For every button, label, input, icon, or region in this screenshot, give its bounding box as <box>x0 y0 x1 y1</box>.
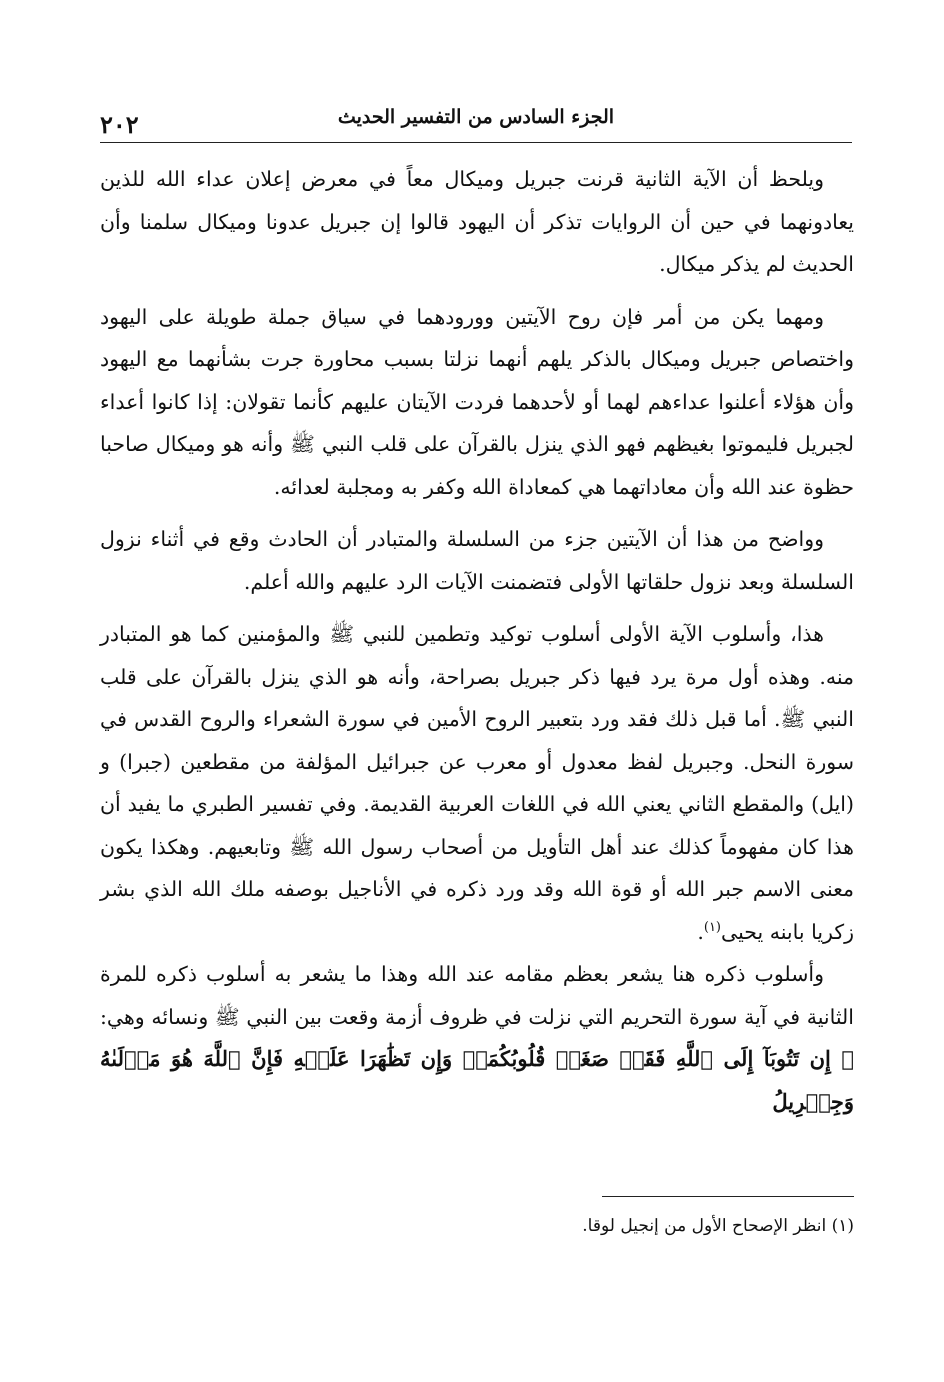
page-number: ٢٠٢ <box>100 110 139 139</box>
paragraph <box>100 953 854 1123</box>
paragraph-text: هذا، وأسلوب الآية الأولى أسلوب توكيد وتطمين للنبي ﷺ والمؤمنين كما هو المتبادر منه. وهذه أول مرة يرد فيها ذكر جبريل بصراحة، وأنه هو الذي ينزل بالقرآن على قلب النبي ﷺ. أما قبل ذلك فقد ورد بتعبير الروح الأمين في سورة الشعراء والروح القدس في سورة النحل. وجبريل لفظ معدول أو معرب عن جبرائيل المؤلفة من مقطعين (جبرا) و (ايل) والمقطع الثاني يعني الله في اللغات العربية القديمة. وفي تفسير الطبري ما يفيد أن هذا كان مفهوماً كذلك عند أهل التأويل من أصحاب رسول الله ﷺ وتابعيهم. وهكذا يكون معنى الاسم جبر الله أو قوة الله وقد ورد ذكره في الأناجيل بوصفه ملك الله الذي بشر زكريا بابنه يحيى <box>100 622 854 944</box>
quran-verse: ﴿ إِن تَتُوبَآ إِلَى ٱللَّهِ فَقَدۡ صَغَتۡ قُلُوبُكُمَاۖ وَإِن تَظَٰهَرَا عَلَيۡهِ فَإِنَّ ٱللَّهَ هُوَ مَوۡلَىٰهُ وَجِبۡرِيلُ <box>100 1046 854 1114</box>
footnote-divider <box>602 1196 854 1197</box>
running-title: الجزء السادس من التفسير الحديث <box>337 106 615 128</box>
paragraph: وواضح من هذا أن الآيتين جزء من السلسلة والمتبادر أن الحادث وقع في أثناء نزول السلسلة وبعد نزول حلقاتها الأولى فتضمنت الآيات الرد عليهم والله أعلم. <box>100 527 854 594</box>
body-text <box>100 158 854 1123</box>
paragraph: هذا، وأسلوب الآية الأولى أسلوب توكيد وتطمين للنبي ﷺ والمؤمنين كما هو المتبادر منه. وهذه أول مرة يرد فيها ذكر جبريل بصراحة، وأنه هو الذي ينزل بالقرآن على قلب النبي ﷺ. أما قبل ذلك فقد ورد بتعبير الروح الأمين في سورة الشعراء والروح القدس في سورة النحل. وجبريل لفظ معدول أو معرب عن جبرائيل المؤلفة من مقطعين (جبرا) و (ايل) والمقطع الثاني يعني الله في اللغات العربية القديمة. وفي تفسير الطبري ما يفيد أن هذا كان مفهوماً كذلك عند أهل التأويل من أصحاب رسول الله ﷺ وتابعيهم. وهكذا يكون معنى الاسم جبر الله أو قوة الله وقد ورد ذكره في الأناجيل بوصفه ملك الله الذي بشر زكريا بابنه يحيى$^{(١)}$. <box>100 622 854 944</box>
paragraph-text: وأسلوب ذكره هنا يشعر بعظم مقامه عند الله وهذا ما يشعر به أسلوب ذكره للمرة الثانية في آية سورة التحريم التي نزلت في ظروف أزمة وقعت بين النبي ﷺ ونسائه وهي: <box>100 962 854 1029</box>
paragraph: ومهما يكن من أمر فإن روح الآيتين وورودهما في سياق جملة طويلة على اليهود واختصاص جبريل وميكال بالذكر يلهم أنهما نزلتا بسبب محاورة جرت بشأنهما مع اليهود وأن هؤلاء أعلنوا عداءهم لهما أو لأحدهما فردت الآيتان عليهم كأنما تقولان: إذا كانوا أعداء لجبريل فليموتوا بغيظهم فهو الذي ينزل بالقرآن على قلب النبي ﷺ وأنه هو وميكال صاحبا حظوة عند الله وأن معاداتهما هي كمعاداة الله وكفر به ومجلبة لعدائه. <box>100 304 854 499</box>
footnote-reference: (١) <box>703 919 721 935</box>
paragraph: ويلحظ أن الآية الثانية قرنت جبريل وميكال معاً في معرض إعلان عداء الله للذين يعادونهما في حين أن الروايات تذكر أن اليهود قالوا إن جبريل عدونا وميكال سلمنا وأن الحديث لم يذكر ميكال. <box>100 167 854 276</box>
footnote: (١) انظر الإصحاح الأول من إنجيل لوقا. <box>582 1216 854 1236</box>
page-header <box>100 100 852 143</box>
